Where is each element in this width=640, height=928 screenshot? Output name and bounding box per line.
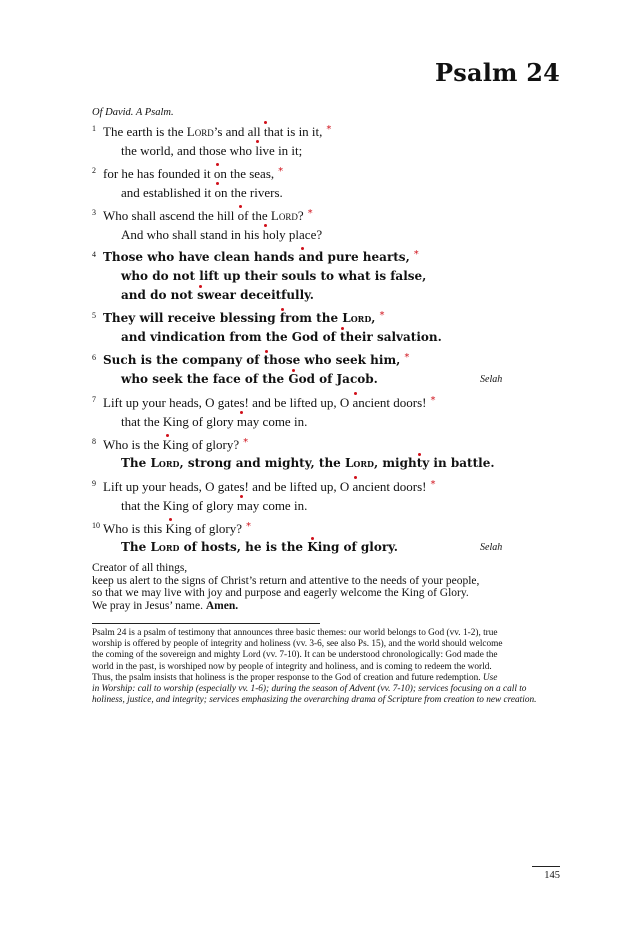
verse-text: And who shall stand in his	[121, 227, 263, 242]
verse-text: ing of glory?	[174, 521, 243, 536]
verse-text: Who is the	[103, 437, 163, 452]
verse-text: They will receive blessing	[103, 311, 280, 325]
verse-text: Lord	[150, 540, 180, 554]
verse-line	[92, 286, 562, 305]
footnote-divider	[92, 623, 320, 624]
verse-text: Lift up your heads, O gates! and be lifted up, O	[103, 479, 353, 494]
verse-text: and vindication from the God of	[121, 330, 340, 344]
verse-line	[92, 370, 562, 389]
verse-text: Such is the company of	[103, 353, 264, 367]
verse-line	[92, 351, 562, 370]
pointing-dot-letter: a	[298, 248, 306, 267]
note-text: worship is offered by people of integrity and holiness (vv. 3-6, see also Ps. 15), and the world should welcome	[92, 639, 503, 650]
note-text: Use	[482, 672, 498, 683]
asterisk-mark: *	[243, 437, 249, 448]
prayer-closing: We pray in Jesus’ name.	[92, 599, 203, 612]
verse-line	[92, 248, 562, 267]
verse-text: Lord	[186, 124, 214, 139]
verse-text: nd pure hearts,	[306, 250, 410, 264]
verse-text: The	[121, 456, 151, 470]
asterisk-mark: *	[326, 124, 332, 135]
note-line	[92, 628, 562, 639]
pointing-dot-letter: f	[280, 309, 285, 328]
note-line	[92, 650, 562, 661]
verse-2	[92, 164, 562, 202]
verse-text: that the King of glory	[121, 498, 237, 513]
note-line	[92, 684, 562, 695]
asterisk-mark: *	[430, 479, 436, 490]
verse-text: , migh	[373, 456, 417, 470]
verse-line	[92, 141, 562, 160]
verse-line	[92, 183, 562, 202]
commentary-note	[92, 628, 562, 706]
asterisk-mark: *	[246, 521, 252, 532]
verse-text: and established it	[121, 185, 215, 200]
pointing-dot-letter: t	[340, 328, 346, 347]
asterisk-mark: *	[278, 166, 284, 177]
verse-text: the world, and those who	[121, 143, 256, 158]
verse-7	[92, 393, 562, 431]
prayer-line: Creator of all things,	[92, 562, 188, 574]
verse-line	[92, 309, 562, 328]
verse-text: ay come in.	[247, 498, 308, 513]
pointing-dot-letter: t	[264, 351, 270, 370]
note-text: world in the past, is worshiped now by people of integrity and holiness, and is coming to redeem the world.	[92, 661, 492, 672]
note-text: Thus, the psalm insists that holiness is the proper response to the God of creation and future redemption.	[92, 672, 483, 683]
verse-text: of hosts, he is the	[179, 540, 308, 554]
verse-line	[92, 393, 562, 412]
verse-line	[92, 225, 562, 244]
verse-text: The earth is the	[103, 124, 187, 139]
pointing-dot-letter: K	[162, 437, 172, 452]
verse-text: who seek the face of the	[121, 372, 289, 386]
pointing-dot-letter: o	[213, 166, 221, 181]
verse-number: 9	[92, 479, 96, 488]
selah-mark: Selah	[480, 374, 503, 385]
verse-text: heir salvation.	[345, 330, 442, 344]
asterisk-mark: *	[430, 395, 436, 406]
verse-text: Lift up your heads, O gates! and be lifted up, O	[103, 395, 353, 410]
note-text: Psalm 24 is a psalm of testimony that announces three basic themes: our world belongs to God (vv. 1-2), true	[92, 628, 498, 638]
verse-line	[92, 519, 562, 538]
verse-text: oly place?	[269, 227, 323, 242]
pointing-dot-letter: s	[197, 286, 204, 305]
asterisk-mark: *	[379, 310, 385, 321]
asterisk-mark: *	[413, 249, 419, 260]
superscription: Of David. A Psalm.	[92, 107, 174, 118]
verse-text: Lord	[344, 456, 374, 470]
verse-text: Lord	[150, 456, 180, 470]
verse-text: rom the	[284, 311, 343, 325]
note-line	[92, 639, 562, 650]
pointing-dot-letter: h	[262, 227, 270, 242]
verse-text: that the King of glory	[121, 414, 237, 429]
verse-9	[92, 477, 562, 515]
prayer-line-last	[92, 600, 562, 613]
prayer-line: so that we may live with joy and purpose and eagerly welcome the King of Glory.	[92, 587, 469, 599]
page-number: 145	[544, 870, 560, 881]
verse-text: od of Jacob.	[298, 372, 378, 386]
pointing-dot-letter: a	[352, 395, 359, 410]
verse-number: 5	[92, 311, 96, 320]
verse-8	[92, 435, 562, 473]
pointing-dot-letter: t	[263, 124, 268, 139]
verse-text: Lord	[270, 208, 298, 223]
page-title: Psalm 24	[435, 58, 560, 87]
verse-line	[92, 538, 562, 557]
verse-text: ncient doors!	[358, 395, 427, 410]
verse-text: hose who seek him,	[269, 353, 401, 367]
verse-text: The	[121, 540, 151, 554]
note-text: in Worship: call to worship (especially vv. 1-6); during the season of Advent (vv. 7-10); services focusing on a call to	[92, 684, 527, 695]
pointing-dot-letter: l	[255, 143, 259, 158]
verse-number: 6	[92, 353, 96, 362]
verse-text: wear deceitfully.	[203, 288, 314, 302]
verse-text: ,	[371, 311, 376, 325]
verse-number: 3	[92, 208, 96, 217]
verse-text: for he has founded it	[103, 166, 214, 181]
verse-text: hat is in it,	[267, 124, 323, 139]
verse-5	[92, 309, 562, 347]
verse-text: ?	[297, 208, 304, 223]
prayer	[92, 562, 562, 612]
psalm-verses	[92, 122, 562, 561]
note-text: holiness, justice, and integrity; services emphasizing the overarching drama of Scripture from creation to new creation.	[92, 695, 537, 706]
pointing-dot-letter: K	[165, 521, 175, 536]
verse-line	[92, 267, 562, 286]
verse-line	[92, 454, 562, 473]
pointing-dot-letter: a	[352, 479, 359, 494]
verse-text: n the seas,	[220, 166, 275, 181]
note-line	[92, 662, 562, 673]
verse-number: 8	[92, 437, 96, 446]
prayer-line: keep us alert to the signs of Christ’s return and attentive to the needs of your people,	[92, 574, 480, 587]
verse-1	[92, 122, 562, 160]
verse-text: y in battle.	[422, 456, 495, 470]
verse-text: Lord	[342, 311, 372, 325]
verse-text: ay come in.	[247, 414, 308, 429]
verse-line	[92, 122, 562, 141]
verse-text: n the rivers.	[221, 185, 283, 200]
verse-number: 4	[92, 250, 96, 259]
selah-mark: Selah	[480, 542, 503, 553]
verse-line	[92, 435, 562, 454]
verse-line	[92, 206, 562, 225]
verse-number: 7	[92, 395, 96, 404]
verse-3	[92, 206, 562, 244]
verse-number: 1	[92, 124, 96, 133]
pointing-dot-letter: G	[288, 370, 298, 389]
verse-10	[92, 519, 562, 557]
asterisk-mark: *	[307, 208, 313, 219]
pointing-dot-letter: m	[236, 414, 248, 429]
verse-text: ncient doors!	[358, 479, 427, 494]
verse-4	[92, 248, 562, 305]
page-number-rule	[532, 866, 560, 867]
verse-text: ive in it;	[258, 143, 303, 158]
verse-text: Those who have clean hands	[103, 250, 299, 264]
verse-line	[92, 412, 562, 431]
verse-text: and do not	[121, 288, 198, 302]
verse-text: Who is this	[103, 521, 166, 536]
asterisk-mark: *	[404, 352, 410, 363]
verse-6	[92, 351, 562, 389]
pointing-dot-letter: o	[237, 208, 245, 223]
pointing-dot-letter: m	[236, 498, 248, 513]
note-line	[92, 673, 562, 684]
verse-text: Who shall ascend the hill	[103, 208, 238, 223]
prayer-amen: Amen.	[205, 599, 239, 612]
note-text: the coming of the sovereign and mighty Lord (vv. 7-10). It can be understood chronologically: God made the	[92, 650, 498, 661]
verse-line	[92, 496, 562, 515]
verse-text: ing of glory.	[317, 540, 398, 554]
verse-text: ’s and all	[213, 124, 264, 139]
verse-number: 10	[92, 521, 100, 530]
verse-text: who do not lift up their souls to what is false,	[121, 269, 427, 283]
verse-text: f the	[244, 208, 271, 223]
pointing-dot-letter: K	[307, 538, 317, 557]
verse-line	[92, 477, 562, 496]
verse-text: , strong and mighty, the	[179, 456, 345, 470]
verse-line	[92, 164, 562, 183]
verse-number: 2	[92, 166, 96, 175]
pointing-dot-letter: t	[417, 454, 423, 473]
verse-line	[92, 328, 562, 347]
note-line	[92, 695, 562, 706]
pointing-dot-letter: o	[214, 185, 222, 200]
verse-text: ing of glory?	[171, 437, 240, 452]
